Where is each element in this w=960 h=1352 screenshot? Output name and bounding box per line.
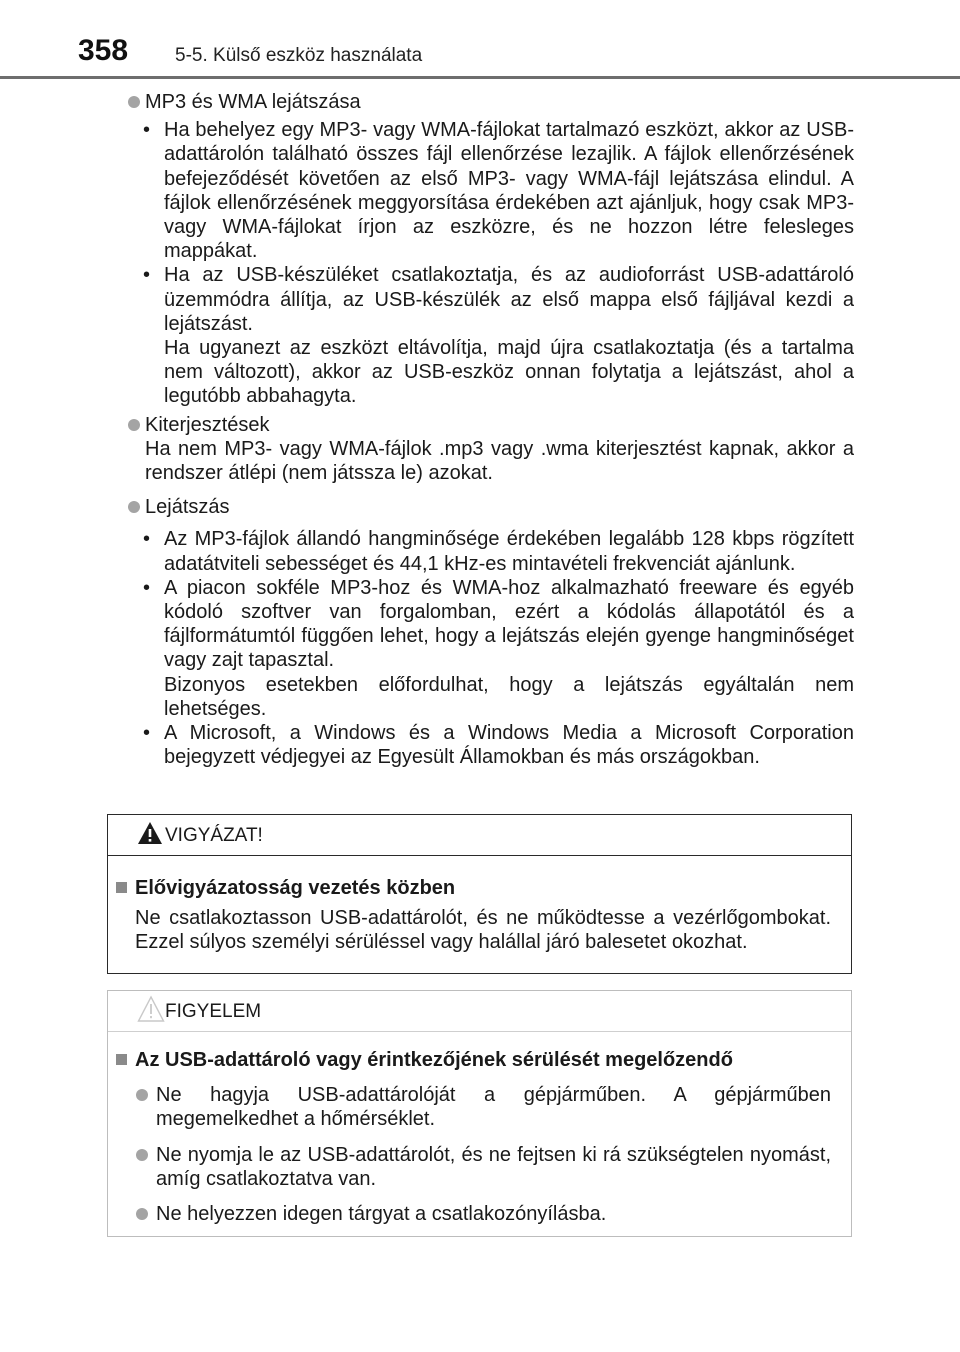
list-item: [128, 118, 854, 263]
bullet-text: Ha behelyez egy MP3- vagy WMA-fájlokat tartalmazó eszközt, akkor az USB-adattárolón található összes fájl ellenőrzése lezajlik. A fájlok ellenőrzésének befejeződését követően az első MP3- vagy WMA-fájl lejátszása elindul. A fájlok ellenőrzésének meggyorsítása érdekében azt ajánljuk, hogy csak MP3- vagy WMA-fájlokat írjon az eszközre, és ne hozzon létre felesleges mappákat.: [164, 119, 854, 263]
notice-item: Ne hagyja USB-adattárolóját a gépjárműben. A gépjárműben megemelkedhet a hőmérséklet.: [116, 1083, 831, 1131]
square-bullet-icon: [116, 882, 127, 893]
bullet-dot-icon: [136, 1208, 148, 1220]
bullet-mark: •: [143, 119, 151, 142]
page-number: 358: [78, 34, 129, 67]
bullet-text: Ha az USB-készüléket csatlakoztatja, és az audioforrást USB-adattároló üzemmódra állítja, az USB-készülék az első mappa első fájljával kezdi a lejátszást.: [164, 264, 854, 335]
notice-item: Ne helyezzen idegen tárgyat a csatlakozónyílásba.: [116, 1202, 831, 1226]
list-item: [128, 527, 854, 575]
section-ext-text: Ha nem MP3- vagy WMA-fájlok .mp3 vagy .wma kiterjesztést kapnak, akkor a rendszer átlépi (nem játssza le) azokat.: [145, 437, 854, 485]
page-header: [0, 0, 960, 80]
caution-box-body: [108, 856, 851, 955]
section-mp3-heading: MP3 és WMA lejátszása: [128, 90, 854, 114]
bullet-dot-icon: [128, 96, 140, 108]
play-bullet-list: [128, 527, 854, 769]
warning-triangle-outline-icon: [137, 995, 165, 1023]
notice-label: FIGYELEM: [165, 1001, 262, 1022]
caution-box: [107, 814, 852, 974]
bullet-dot-icon: [136, 1149, 148, 1161]
bullet-dot-icon: [128, 501, 140, 513]
bullet-dot-icon: [136, 1089, 148, 1101]
bullet-mark: •: [143, 264, 151, 287]
list-item: [128, 721, 854, 769]
list-item: [128, 576, 854, 721]
bullet-text: A piacon sokféle MP3-hoz és WMA-hoz alkalmazható freeware és egyéb kódoló szoftver van forgalomban, ezért a kódolás állapotától és a fájlformátumtól függően lehet, hogy a lejátszás elején gyenge hangminőséget vagy zajt tapasztal.: [164, 576, 854, 672]
square-bullet-icon: [116, 1054, 127, 1065]
bullet-text: A Microsoft, a Windows és a Windows Media a Microsoft Corporation bejegyzett védjegyei az Egyesült Államokban és más országokban.: [164, 722, 854, 769]
bullet-dot-icon: [128, 419, 140, 431]
warning-triangle-icon: [137, 821, 163, 845]
list-item: [128, 263, 854, 408]
bullet-mark: •: [143, 576, 151, 599]
notice-item: Ne nyomja le az USB-adattárolót, és ne fejtsen ki rá szükségtelen nyomást, amíg csatlakoztatva van.: [116, 1143, 831, 1191]
caution-text: Ne csatlakoztasson USB-adattárolót, és ne működtesse a vezérlőgombokat. Ezzel súlyos személyi sérüléssel vagy halállal járó balesetet okozhat.: [135, 907, 831, 954]
header-divider: [0, 76, 960, 79]
bullet-mark: •: [143, 722, 151, 745]
notice-box-body: [108, 1032, 851, 1226]
bullet-mark: •: [143, 528, 151, 551]
section-ext-heading: Kiterjesztések: [128, 413, 854, 437]
bullet-text: Az MP3-fájlok állandó hangminősége érdekében legalább 128 kbps rögzített adatátviteli sebességet és 44,1 kHz-es mintavételi frekvenciát ajánlunk.: [164, 528, 854, 575]
caution-subheading: Elővigyázatosság vezetés közben: [116, 876, 831, 900]
caution-box-header: [108, 815, 851, 856]
notice-box-header: [108, 991, 851, 1032]
main-content: [128, 90, 854, 769]
section-play-heading: Lejátszás: [128, 495, 854, 519]
bullet-text: Bizonyos esetekben előfordulhat, hogy a lejátszás egyáltalán nem lehetséges.: [164, 673, 854, 720]
mp3-bullet-list: [128, 118, 854, 408]
notice-subheading: Az USB-adattároló vagy érintkezőjének sérülését megelőzendő: [116, 1048, 831, 1072]
section-title: 5-5. Külső eszköz használata: [175, 45, 423, 66]
notice-box: [107, 990, 852, 1237]
bullet-text: Ha ugyanezt az eszközt eltávolítja, majd újra csatlakoztatja (és a tartalma nem változott), akkor az USB-eszköz onnan folytatja a lejátszást, ahol a legutóbb abbahagyta.: [164, 337, 854, 408]
caution-label: VIGYÁZAT!: [165, 825, 263, 846]
